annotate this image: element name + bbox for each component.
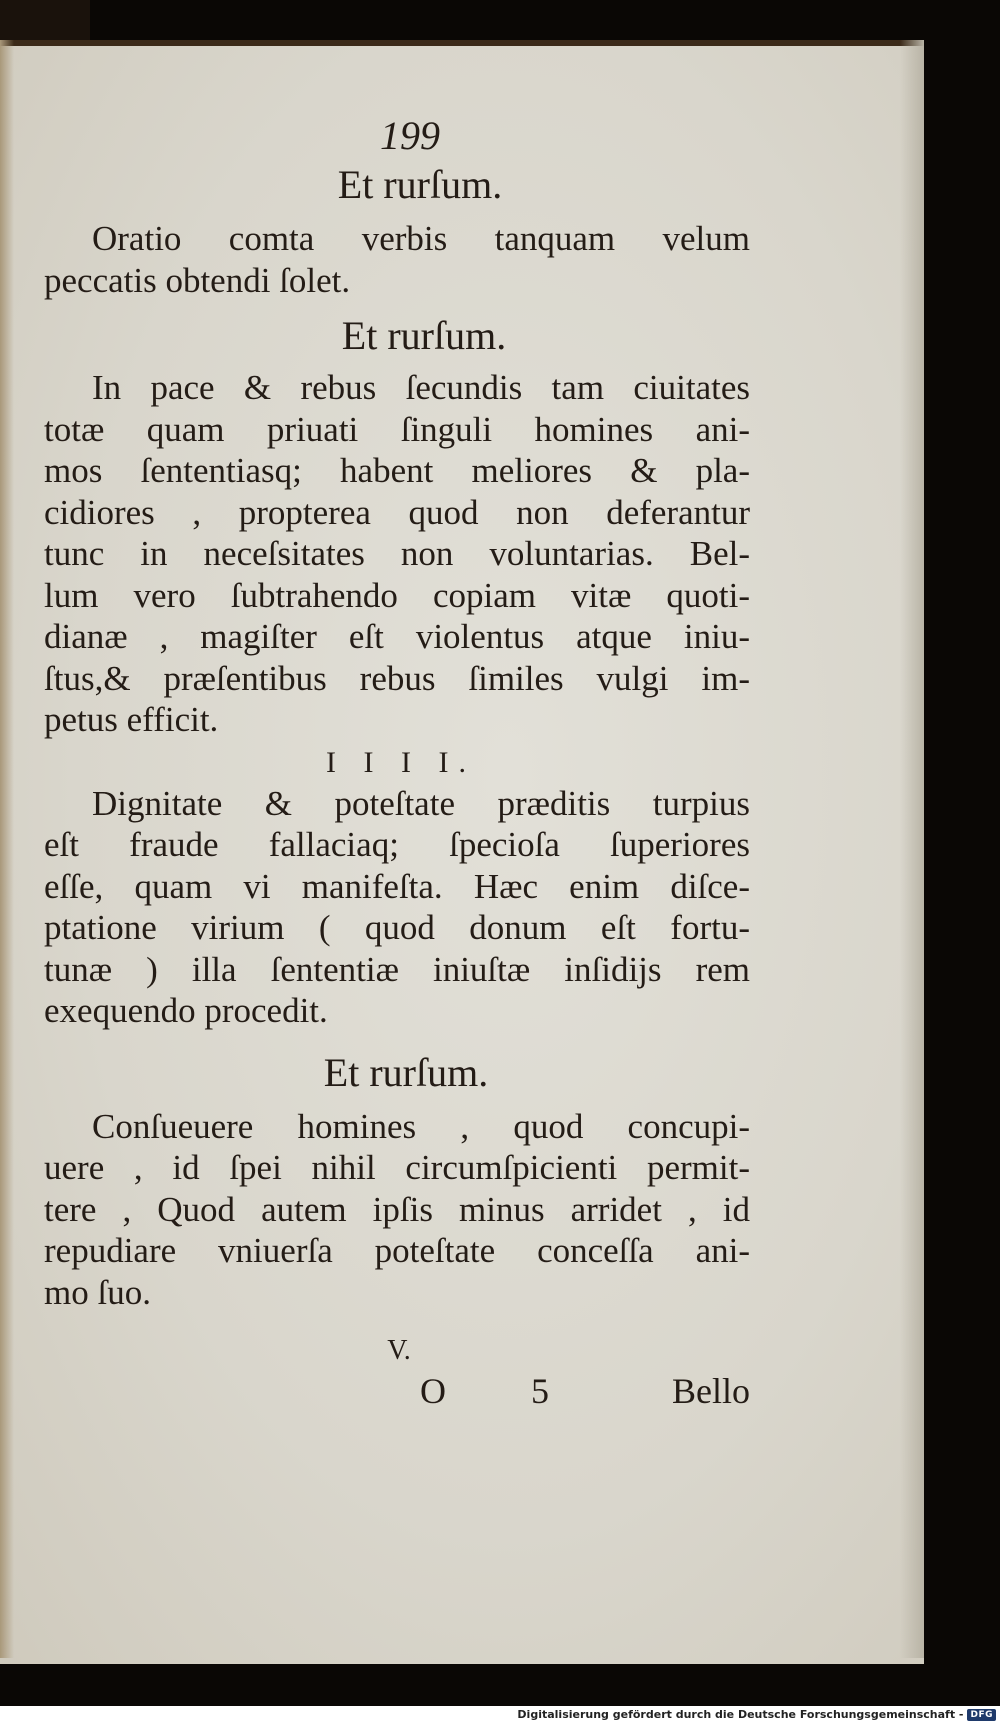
paragraph-line: petus efficit. xyxy=(44,700,219,739)
digitization-credit xyxy=(517,1708,996,1721)
paragraph-line: mo ſuo. xyxy=(44,1272,151,1312)
paragraph-oratio xyxy=(44,218,750,301)
paragraph-in-pace xyxy=(44,367,750,741)
paragraph-line: cidiores , propterea quod non deferantur xyxy=(44,492,750,532)
catchword: Bello xyxy=(672,1371,750,1411)
paragraph-line: dianæ , magiſter eſt violentus atque iniu- xyxy=(44,617,750,656)
paragraph-dignitate xyxy=(44,783,750,1032)
page-edge-shadow xyxy=(900,40,924,1658)
paragraph-line: tere , Quod autem ipſis minus arridet , id xyxy=(44,1189,750,1229)
paragraph-line: peccatis obtendi ſolet. xyxy=(44,260,351,300)
book-spine-edge xyxy=(0,0,90,40)
paragraph-line: tunæ ) illa ſententiæ iniuſtæ inſidijs rem xyxy=(44,949,750,989)
page-text-block xyxy=(44,60,750,1413)
paragraph-line: Conſueuere homines , quod concupi- xyxy=(92,1106,750,1146)
credit-text: Digitalisierung gefördert durch die Deutsche Forschungsgemeinschaft - xyxy=(517,1708,964,1721)
paragraph-line: totæ quam priuati ſinguli homines ani- xyxy=(44,409,750,449)
paragraph-line: Oratio comta verbis tanquam velum xyxy=(92,219,750,258)
paragraph-line: tunc in neceſsitates non voluntarias. Bel- xyxy=(44,534,750,573)
paragraph-line: eſt fraude fallaciaq; ſpecioſa ſuperiores xyxy=(44,825,750,864)
paragraph-line: ptatione virium ( quod donum eſt fortu- xyxy=(44,908,750,947)
page-footer-line xyxy=(44,1369,750,1413)
section-number-v: V. xyxy=(387,1335,411,1366)
signature-mark: O 5 xyxy=(420,1371,587,1411)
page-number: 199 xyxy=(380,113,440,158)
paragraph-line: In pace & rebus ſecundis tam ciuitates xyxy=(92,368,750,407)
paragraph-line: ſtus,& præſentibus rebus ſimiles vulgi im- xyxy=(44,658,750,698)
dfg-logo: DFG xyxy=(967,1709,996,1721)
heading-et-rursum-2: Et rurſum. xyxy=(341,313,507,358)
heading-et-rursum-1: Et rurſum. xyxy=(337,162,503,207)
paragraph-line: exequendo procedit. xyxy=(44,991,328,1030)
paragraph-line: uere , id ſpei nihil circumſpicienti permit- xyxy=(44,1148,750,1187)
heading-et-rursum-3: Et rurſum. xyxy=(323,1049,489,1095)
paragraph-line: Dignitate & poteſtate præditis turpius xyxy=(92,783,750,823)
paragraph-consueuere xyxy=(44,1106,750,1314)
paragraph-line: lum vero ſubtrahendo copiam vitæ quoti- xyxy=(44,575,750,615)
paragraph-line: repudiare vniuerſa poteſtate conceſſa ani- xyxy=(44,1231,750,1270)
paragraph-line: eſſe, quam vi manifeſta. Hæc enim diſce- xyxy=(44,866,750,906)
page-gutter-shadow xyxy=(0,40,14,1658)
paragraph-line: mos ſententiasq; habent meliores & pla- xyxy=(44,451,750,490)
section-number-iiii: I I I I. xyxy=(326,745,476,779)
